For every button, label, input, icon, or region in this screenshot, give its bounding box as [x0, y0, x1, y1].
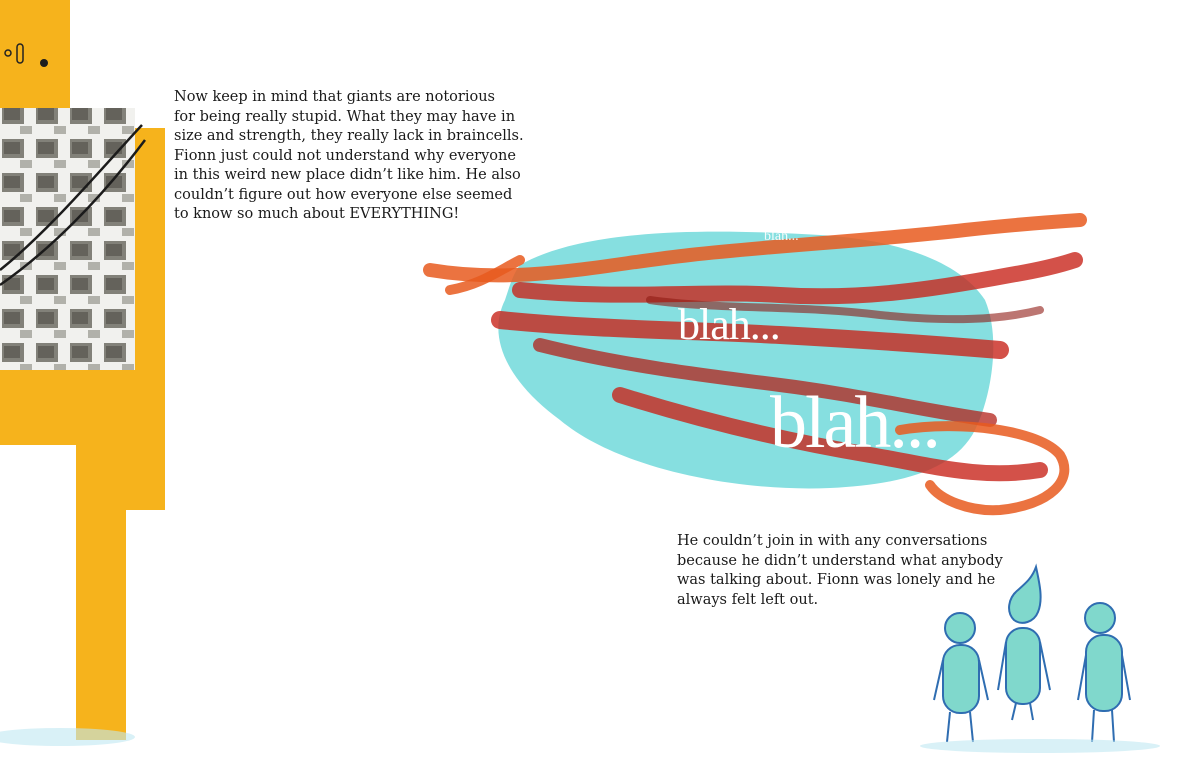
paragraph-1-line: in this weird new place didn’t like him. He also: [174, 167, 521, 183]
paragraph-2-line: He couldn’t join in with any conversations: [677, 533, 988, 549]
small-figure-left: [934, 613, 988, 742]
paragraph-2-line: always felt left out.: [677, 591, 819, 608]
blah-small-text: blah...: [764, 229, 799, 244]
paragraph-1-line: size and strength, they really lack in braincells.: [174, 128, 524, 144]
paragraph-1-line: for being really stupid. What they may have in: [174, 108, 516, 125]
story-paragraph-1: [174, 88, 524, 225]
paragraph-1-line: Fionn just could not understand why everyone: [174, 147, 516, 164]
blah-medium-text: blah...: [678, 300, 780, 349]
giant-leg: [76, 440, 126, 740]
paragraph-1-line: couldn’t figure out how everyone else seemed: [174, 186, 513, 203]
giant-torso: [0, 108, 135, 370]
paragraph-1-line: to know so much about EVERYTHING!: [174, 206, 460, 222]
small-figure-middle: [998, 567, 1050, 720]
small-figure-right: [1078, 603, 1130, 742]
blah-large-text: blah...: [770, 382, 939, 464]
giant-hips: [0, 370, 135, 445]
figures-floor-shadow: [920, 739, 1160, 753]
paragraph-2-line: was talking about. Fionn was lonely and he: [677, 572, 996, 588]
paragraph-2-line: because he didn’t understand what anybody: [677, 552, 1003, 569]
giant-head: [0, 0, 70, 113]
story-paragraph-2: [677, 532, 1003, 610]
giant-eye-2: [40, 59, 48, 67]
paragraph-1-line: Now keep in mind that giants are notorious: [174, 89, 495, 105]
speech-cloud: [430, 220, 1080, 510]
giant-figure: [0, 0, 165, 746]
